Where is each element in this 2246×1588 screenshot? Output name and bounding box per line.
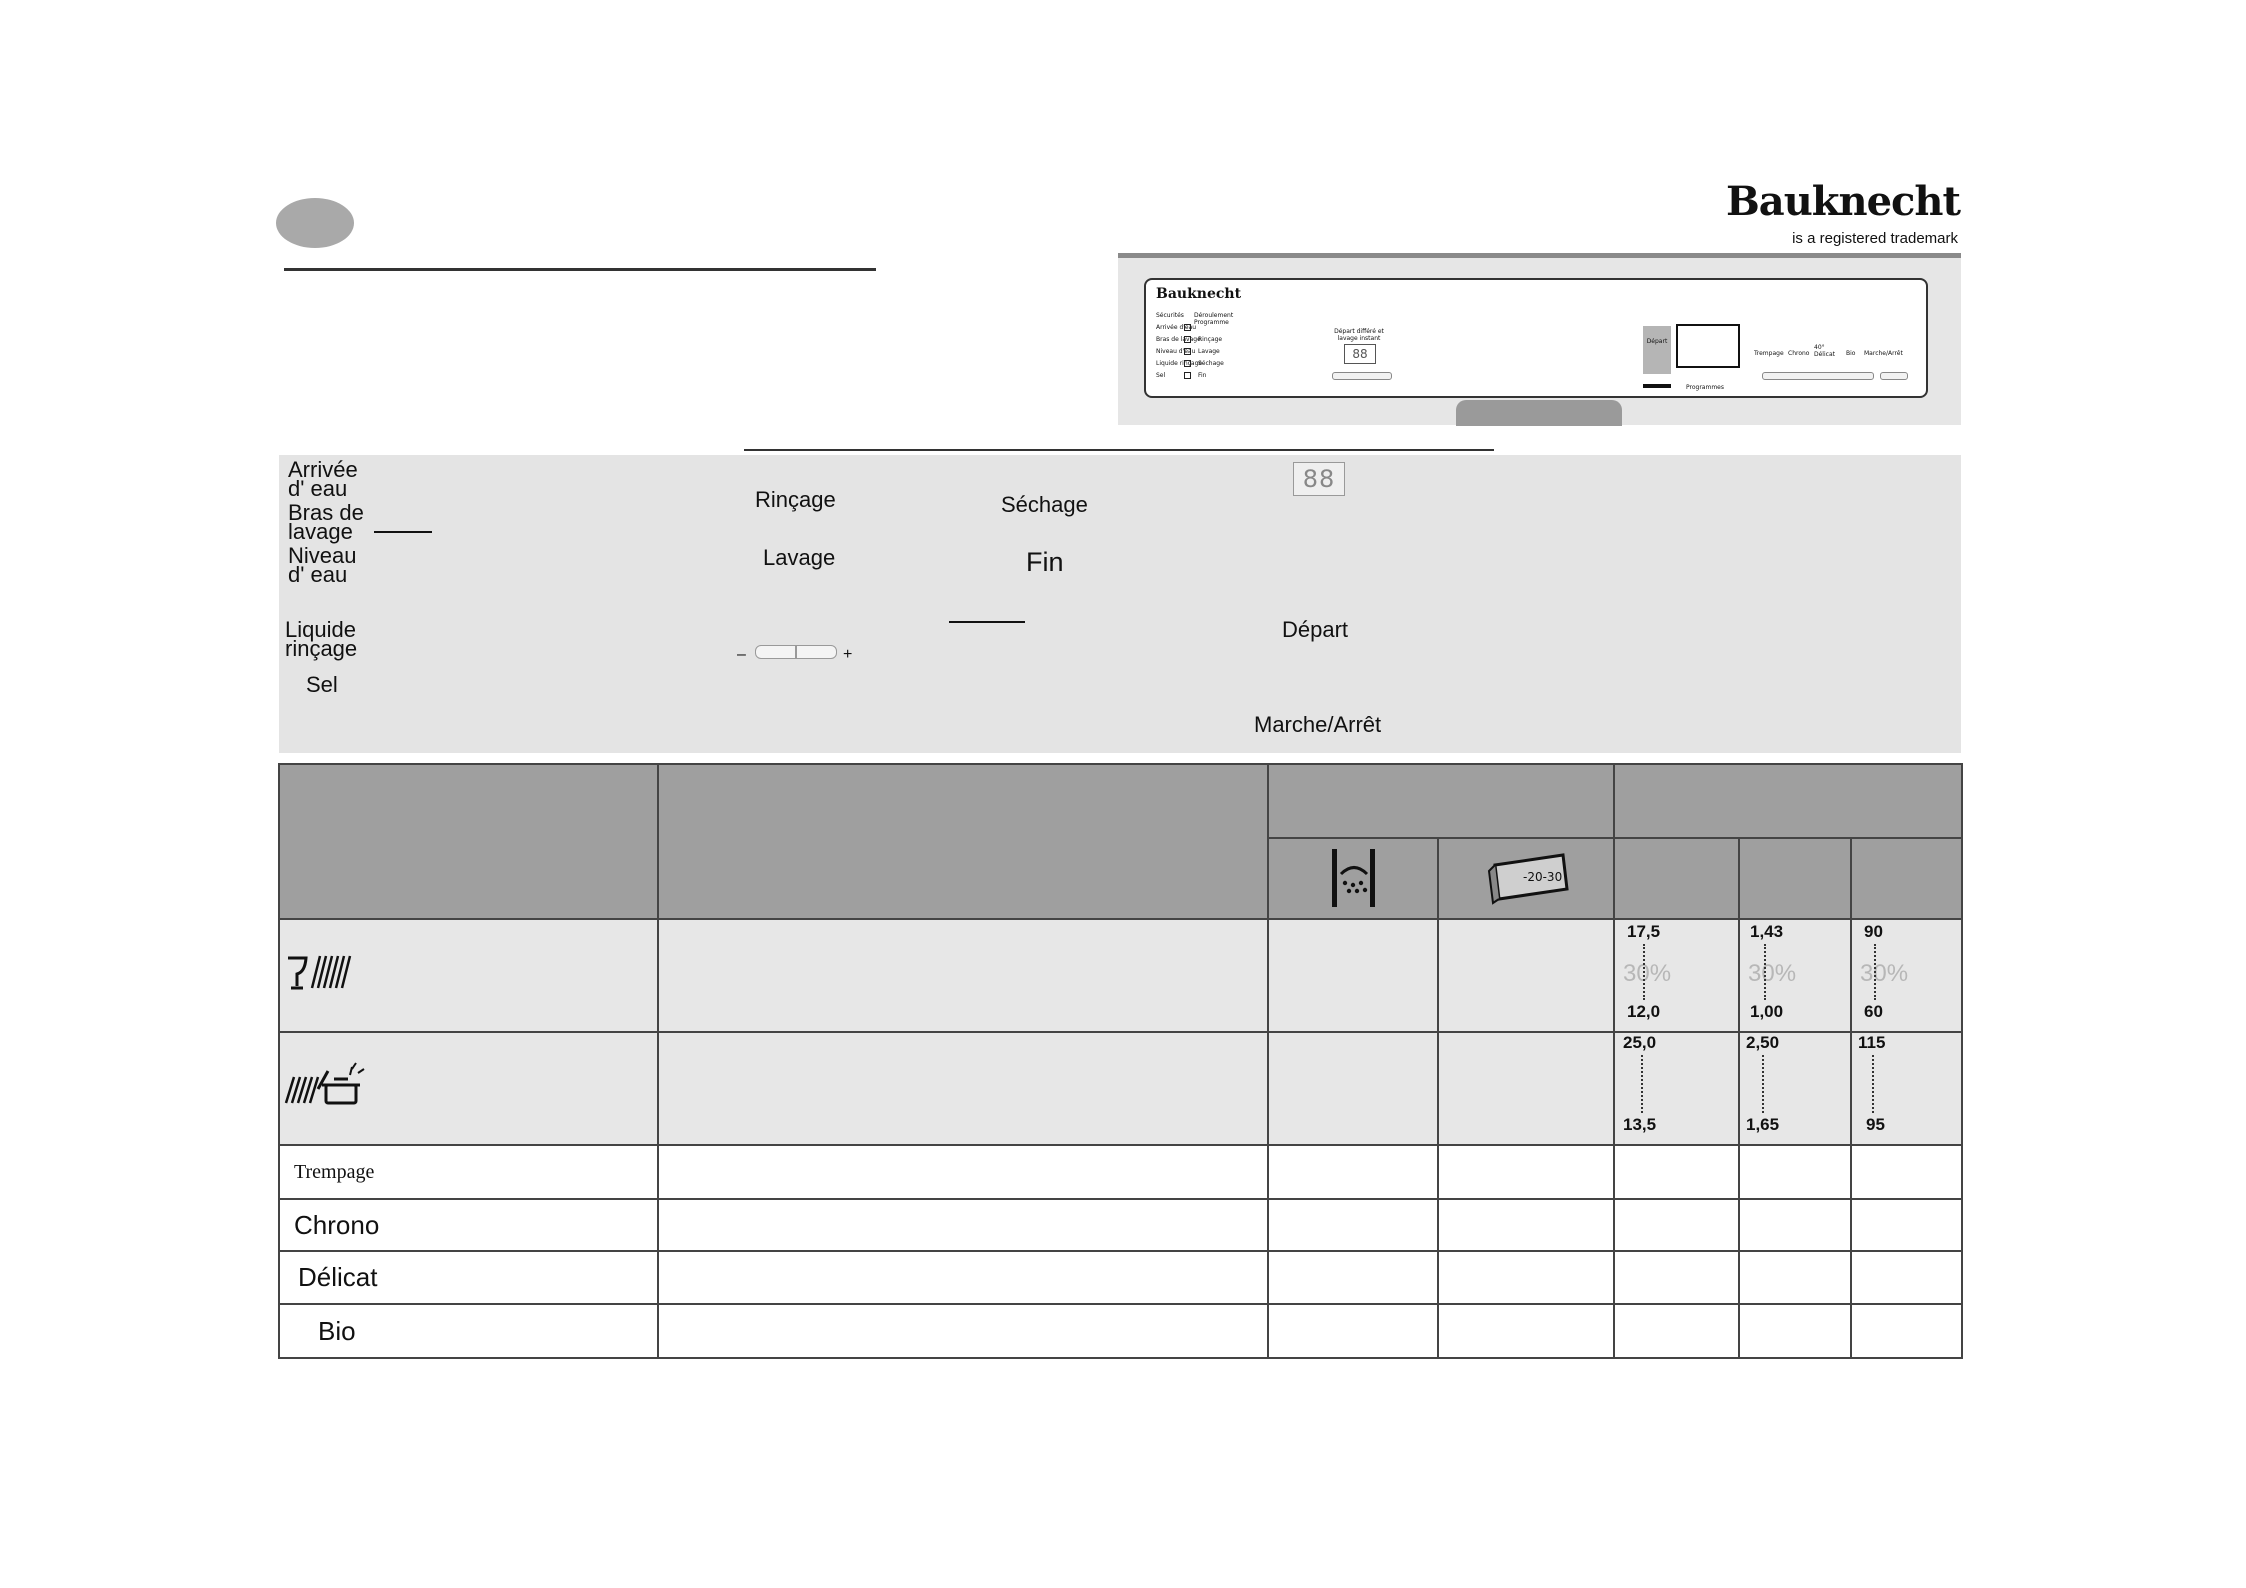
panel-label: Lavage — [1198, 348, 1220, 355]
range-arrow — [1874, 944, 1876, 1000]
slider-plus: + — [843, 646, 853, 663]
prog-label: Bio — [1846, 350, 1856, 357]
control-panel-illustration — [1118, 253, 1961, 425]
slider-minus: – — [737, 646, 746, 663]
panel-label: Déroulement Programme — [1194, 312, 1234, 326]
panel-label: Liquide rinçage — [1156, 360, 1203, 367]
value-cell — [1851, 919, 1962, 1032]
programme-name-cell — [279, 1199, 658, 1251]
programme-name: Chrono — [294, 1209, 380, 1240]
value-min: 12,0 — [1627, 1002, 1661, 1021]
prog-label: Chrono — [1788, 350, 1810, 357]
description-cell — [658, 919, 1268, 1032]
legend-water-level: Niveau d' eau — [288, 543, 357, 587]
detergent-cell — [1268, 1145, 1438, 1199]
description-cell — [658, 1304, 1268, 1358]
tablet-cell — [1438, 919, 1614, 1032]
tablet-icon — [1439, 839, 1615, 913]
tablet-cell — [1438, 1251, 1614, 1304]
panel-indicator-bar — [1643, 384, 1671, 388]
watermark-percent: 30% — [1623, 960, 1672, 987]
panel-label: Rinçage — [1198, 336, 1223, 343]
legend-rinse-aid: Liquide rinçage — [285, 617, 358, 661]
value-cell — [1614, 1032, 1739, 1145]
header-rule — [284, 268, 876, 271]
header-cell — [1614, 764, 1962, 838]
panel-label: Sel — [1156, 372, 1166, 379]
range-arrow — [1764, 944, 1766, 1000]
detergent-cell — [1268, 1251, 1438, 1304]
delay-label: Départ différé et lavage instant — [1334, 328, 1384, 342]
range-arrow — [1643, 944, 1645, 1000]
description-cell — [658, 1199, 1268, 1251]
panel-legend — [279, 455, 1961, 753]
detergent-cell — [1268, 919, 1438, 1032]
prog-label: 40° Délicat — [1814, 344, 1835, 358]
panel-label: Sécurités — [1156, 312, 1184, 319]
prog-label: Marche/Arrêt — [1864, 350, 1903, 357]
programme-name: Trempage — [294, 1160, 375, 1183]
range-arrow — [1641, 1055, 1643, 1113]
description-cell — [658, 1032, 1268, 1145]
value-max: 115 — [1858, 1033, 1886, 1052]
program-selector-slider[interactable] — [1762, 372, 1874, 380]
value-cell — [1614, 1304, 1739, 1358]
indicator-led — [1184, 336, 1191, 343]
value-min: 1,65 — [1746, 1115, 1780, 1134]
panel-label: Arrivée d'eau — [1156, 324, 1197, 331]
value-cell — [1614, 919, 1739, 1032]
value-max: 17,5 — [1627, 922, 1661, 941]
legend-line — [374, 531, 432, 533]
programme-name-cell — [279, 1304, 658, 1358]
table-row — [279, 919, 1962, 1032]
detergent-dispenser-icon — [1269, 839, 1439, 913]
header-cell — [1614, 838, 1739, 919]
watermark-percent: 30% — [1748, 960, 1797, 987]
value-min: 60 — [1864, 1002, 1883, 1021]
indicator-led — [1184, 360, 1191, 367]
legend-wash: Lavage — [763, 545, 836, 570]
indicator-led — [1184, 372, 1191, 379]
programme-table — [278, 763, 1963, 1359]
cutlery-pot-icon — [280, 1033, 659, 1139]
panel-face — [1144, 278, 1928, 398]
power-switch[interactable] — [1880, 372, 1908, 380]
value-max: 90 — [1864, 922, 1883, 941]
slider-notch — [795, 645, 797, 659]
header-cell — [658, 764, 1268, 919]
value-cell — [1614, 1251, 1739, 1304]
programme-icon-cell — [279, 919, 658, 1032]
legend-salt: Sel — [306, 672, 338, 697]
brand-wordmark: Bauknecht — [1726, 178, 1960, 225]
range-arrow — [1762, 1055, 1764, 1113]
detergent-cell — [1268, 1304, 1438, 1358]
programme-name-cell — [279, 1251, 658, 1304]
indicator-led — [1184, 324, 1191, 331]
value-min: 13,5 — [1623, 1115, 1657, 1134]
tablet-cell — [1438, 1304, 1614, 1358]
language-badge — [276, 198, 354, 248]
value-cell — [1851, 1304, 1962, 1358]
value-cell — [1739, 1251, 1851, 1304]
legend-power: Marche/Arrêt — [1254, 712, 1382, 737]
value-cell — [1739, 919, 1851, 1032]
legend-wash-arm: Bras de lavage — [288, 500, 364, 544]
brand-logo — [1726, 178, 1958, 248]
value-min: 95 — [1866, 1115, 1885, 1134]
value-cell — [1739, 1032, 1851, 1145]
value-cell — [1851, 1251, 1962, 1304]
legend-rinse: Rinçage — [755, 487, 836, 512]
programme-name: Délicat — [298, 1262, 378, 1292]
value-cell — [1851, 1032, 1962, 1145]
tablet-label: -20-30 — [1523, 870, 1563, 884]
header-cell — [1851, 838, 1962, 919]
panel-label: Séchage — [1198, 360, 1224, 367]
range-arrow — [1872, 1055, 1874, 1113]
value-min: 1,00 — [1750, 1002, 1784, 1021]
value-cell — [1739, 1304, 1851, 1358]
description-cell — [658, 1251, 1268, 1304]
legend-start: Départ — [1282, 617, 1349, 642]
program-window — [1676, 324, 1740, 368]
header-tablet-cell — [1438, 838, 1614, 919]
description-cell — [658, 1145, 1268, 1199]
programmes-label: Programmes — [1686, 384, 1724, 391]
panel-digit-display: 88 — [1344, 344, 1376, 364]
tablet-cell — [1438, 1199, 1614, 1251]
programme-name: Bio — [318, 1315, 356, 1346]
tablet-cell — [1438, 1032, 1614, 1145]
indicator-led — [1184, 348, 1191, 355]
header-detergent-cell — [1268, 838, 1438, 919]
value-cell — [1851, 1145, 1962, 1199]
legend-water-inlet: Arrivée d' eau — [288, 457, 358, 501]
header-cell — [1739, 838, 1851, 919]
value-cell — [1739, 1145, 1851, 1199]
table-row — [279, 1145, 1962, 1199]
legend-drying: Séchage — [1001, 492, 1088, 517]
value-cell — [1739, 1199, 1851, 1251]
value-max: 2,50 — [1746, 1033, 1780, 1052]
legend-end: Fin — [1026, 547, 1064, 577]
value-cell — [1614, 1199, 1739, 1251]
programme-name-cell — [279, 1145, 658, 1199]
prog-label: Trempage — [1754, 350, 1784, 357]
table-row — [279, 1032, 1962, 1145]
programme-icon-cell — [279, 1032, 658, 1145]
legend-line — [949, 621, 1025, 623]
panel-label: Bras de lavage — [1156, 336, 1201, 343]
tablet-cell — [1438, 1145, 1614, 1199]
panel-label: Fin — [1198, 372, 1207, 379]
panel-start-button[interactable]: Départ — [1643, 326, 1671, 374]
header-cell — [1268, 764, 1614, 838]
table-row — [279, 1199, 1962, 1251]
section-rule — [744, 449, 1494, 451]
digit-display: 88 — [1293, 462, 1345, 496]
door-handle — [1456, 400, 1622, 426]
panel-label: Niveau d'eau — [1156, 348, 1196, 355]
detergent-cell — [1268, 1199, 1438, 1251]
delay-slider[interactable] — [1332, 372, 1392, 380]
panel-brand: Bauknecht — [1156, 286, 1242, 302]
value-max: 1,43 — [1750, 922, 1784, 941]
delay-slider-graphic — [755, 645, 837, 659]
value-cell — [1614, 1145, 1739, 1199]
value-max: 25,0 — [1623, 1033, 1657, 1052]
header-cell — [279, 764, 658, 919]
detergent-cell — [1268, 1032, 1438, 1145]
table-row — [279, 1251, 1962, 1304]
glass-cutlery-icon — [280, 920, 659, 1026]
watermark-percent: 30% — [1860, 960, 1909, 987]
trademark-note: is a registered trademark — [1792, 230, 1958, 247]
table-row — [279, 1304, 1962, 1358]
value-cell — [1851, 1199, 1962, 1251]
